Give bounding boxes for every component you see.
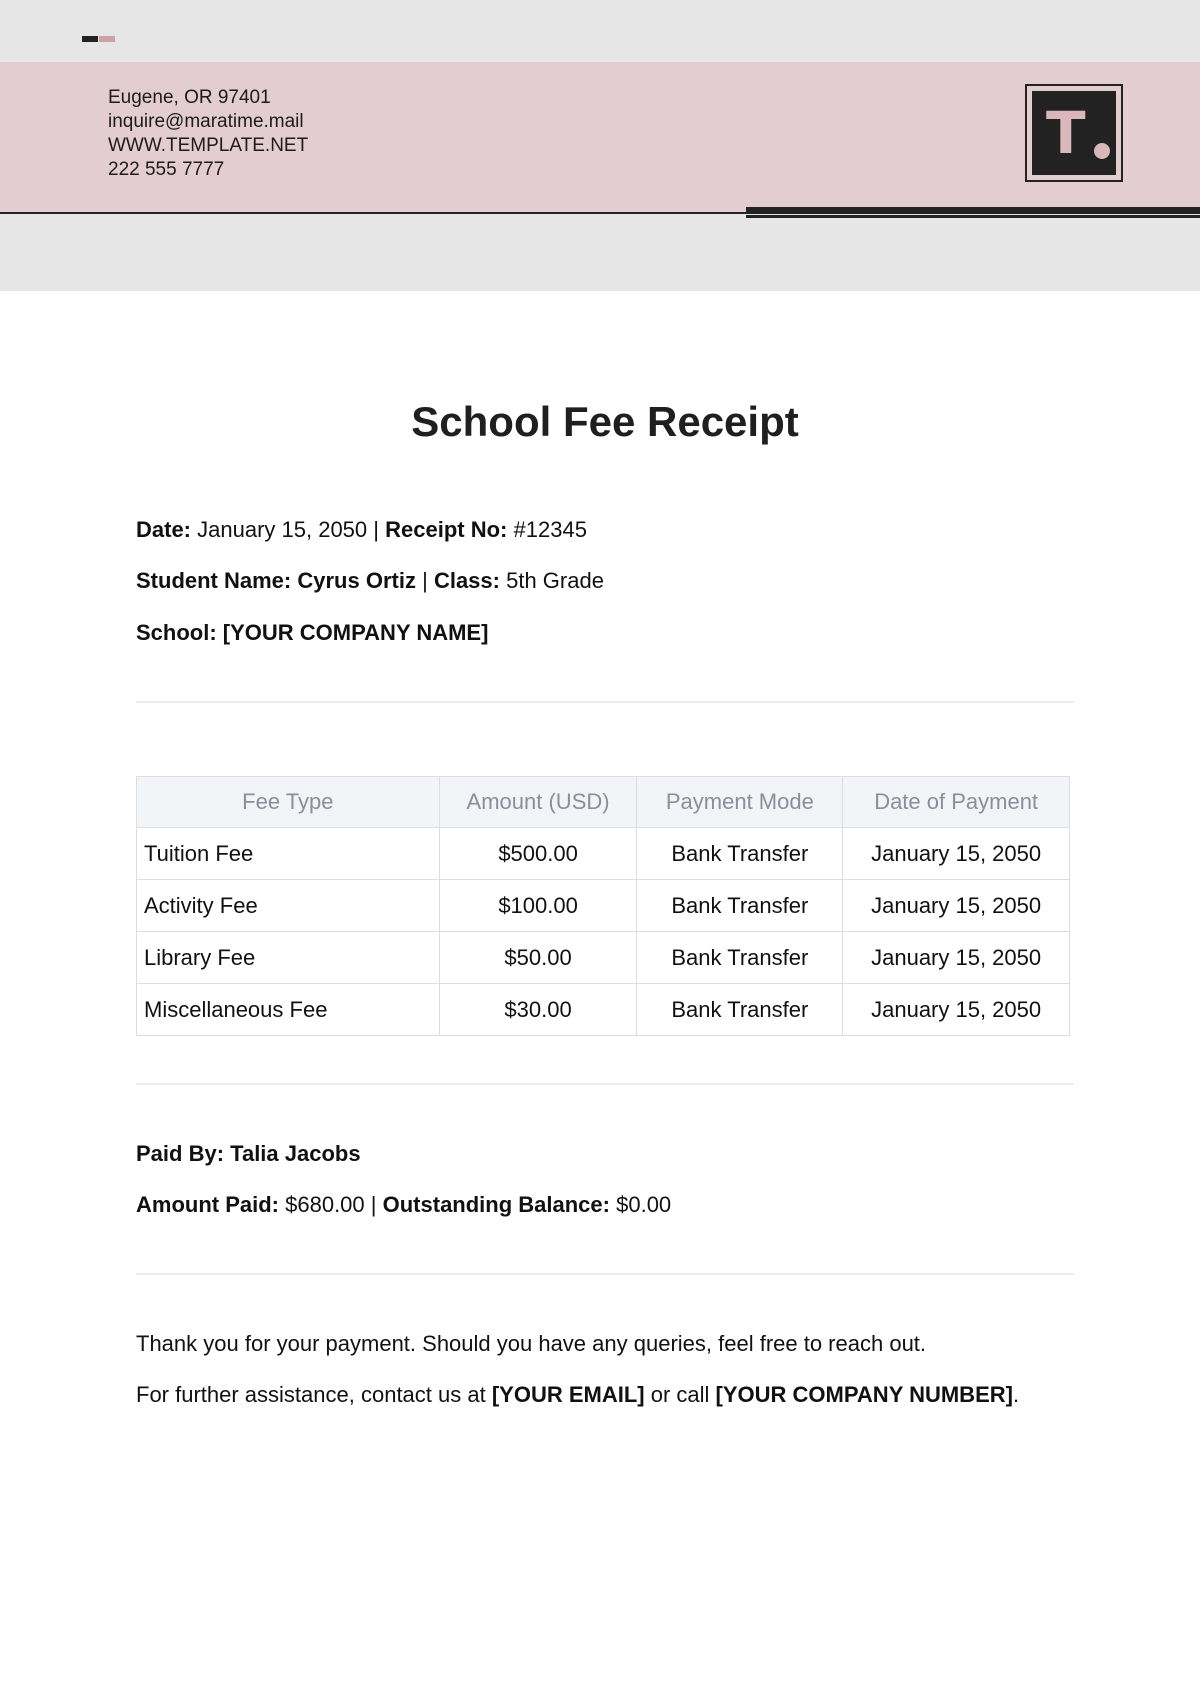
company-website: WWW.TEMPLATE.NET [108,135,309,156]
amount-cell: $50.00 [439,932,637,984]
company-logo [1025,84,1123,182]
divider [136,701,1074,703]
thank-you-note: Thank you for your payment. Should you have any queries, feel free to reach out. [136,1331,927,1356]
school-line [136,620,488,646]
balance-label: Outstanding Balance: [382,1192,610,1217]
header-rule-accent [746,207,1200,219]
divider [136,1273,1074,1275]
accent-mark-pink [99,36,115,42]
contact-number-placeholder: [YOUR COMPANY NUMBER] [715,1382,1013,1407]
payment-date-cell: January 15, 2050 [843,828,1070,880]
separator: | [373,517,380,542]
amount-balance-line [136,1192,671,1218]
date-value: January 15, 2050 [197,517,368,542]
column-header: Fee Type [137,777,440,828]
table-row [137,984,1070,1036]
student-value: Cyrus Ortiz [297,568,416,593]
contact-note [136,1382,1019,1408]
contact-block [108,86,308,182]
logo-dot [1094,143,1110,159]
payment-date-cell: January 15, 2050 [843,984,1070,1036]
amount-cell: $100.00 [439,880,637,932]
amount-cell: $500.00 [439,828,637,880]
paid-by-label: Paid By: [136,1141,225,1166]
amount-cell: $30.00 [439,984,637,1036]
amount-paid-label: Amount Paid: [136,1192,279,1217]
divider [136,1083,1074,1085]
fee-type-cell: Tuition Fee [137,828,440,880]
paid-by-line [136,1141,361,1167]
table-header-row [137,777,1070,828]
student-class-line [136,568,604,594]
company-email: inquire@maratime.mail [108,111,304,132]
class-label: Class: [433,568,500,593]
school-label: School: [136,620,217,645]
accent-mark-dark [82,36,98,42]
table-row [137,828,1070,880]
contact-end: . [1012,1382,1020,1407]
payment-date-cell: January 15, 2050 [843,932,1070,984]
amount-paid-value: $680.00 [285,1192,365,1217]
payment-mode-cell: Bank Transfer [637,828,843,880]
fee-type-cell: Library Fee [137,932,440,984]
company-phone: 222 555 7777 [108,159,225,180]
fee-type-cell: Activity Fee [137,880,440,932]
receipt-label: Receipt No: [385,517,508,542]
payment-mode-cell: Bank Transfer [637,932,843,984]
date-label: Date: [136,517,192,542]
separator: | [422,568,428,593]
contact-email-placeholder: [YOUR EMAIL] [491,1382,645,1407]
company-address: Eugene, OR 97401 [108,87,271,108]
payment-mode-cell: Bank Transfer [637,880,843,932]
page-title: School Fee Receipt [411,398,799,445]
column-header: Date of Payment [843,777,1070,828]
separator: | [370,1192,377,1217]
date-receipt-line [136,517,587,543]
fee-type-cell: Miscellaneous Fee [137,984,440,1036]
contact-mid: or call [650,1382,710,1407]
class-value: 5th Grade [506,568,604,593]
student-label: Student Name: [136,568,292,593]
school-value: [YOUR COMPANY NAME] [222,620,489,645]
logo-letter: T [1046,99,1086,167]
table-row [137,880,1070,932]
payment-date-cell: January 15, 2050 [843,880,1070,932]
receipt-value: #12345 [513,517,587,542]
fee-table [136,776,1070,1036]
contact-prefix: For further assistance, contact us at [136,1382,486,1407]
payment-mode-cell: Bank Transfer [637,984,843,1036]
table-row [137,932,1070,984]
accent-marks [82,36,115,42]
balance-value: $0.00 [616,1192,672,1217]
column-header: Payment Mode [637,777,843,828]
paid-by-value: Talia Jacobs [230,1141,361,1166]
column-header: Amount (USD) [439,777,637,828]
